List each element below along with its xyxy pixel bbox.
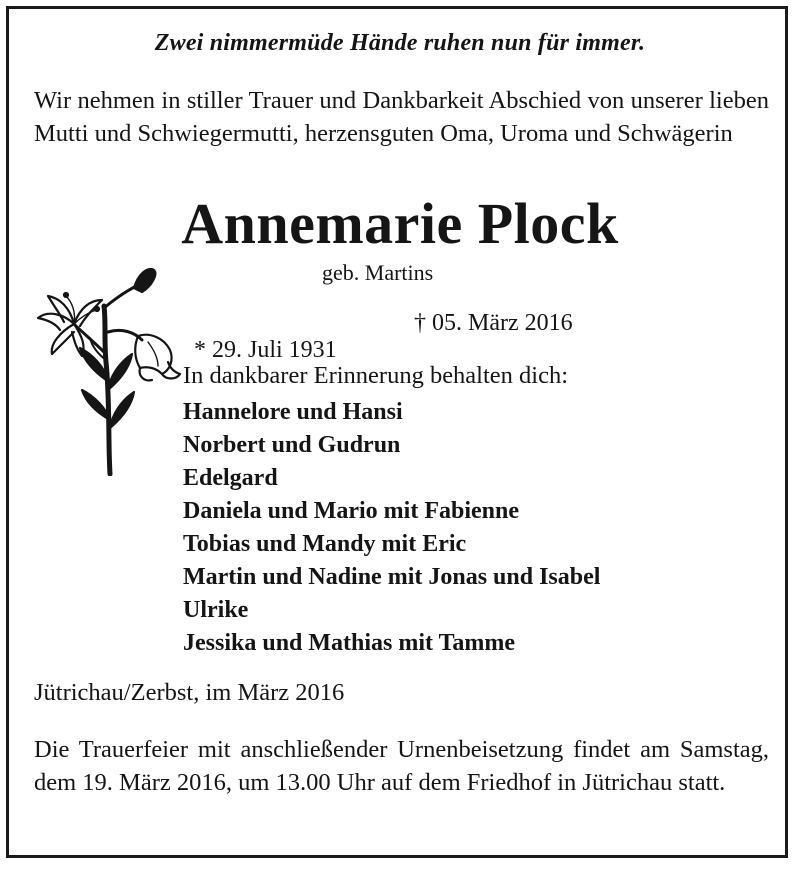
death-date: † 05. März 2016 [414, 310, 573, 336]
birth-name: geb. Martins [322, 260, 434, 285]
birth-date: * 29. Juli 1931 [194, 337, 337, 363]
deceased-name: Annemarie Plock [181, 191, 619, 256]
list-item: Hannelore und Hansi [183, 399, 403, 425]
place-date: Jütrichau/Zerbst, im März 2016 [34, 679, 345, 706]
remembrance-intro: In dankbarer Erinnerung behalten dich: [183, 362, 569, 389]
intro-text: Wir nehmen in stiller Trauer und Dankbarkeit Abschied von unserer lieben Mutti und Schwiegermutti, herzensguten Oma, Uroma und Schwägerin [34, 87, 769, 147]
list-item: Norbert und Gudrun [183, 432, 401, 458]
mourner-list [183, 396, 600, 660]
motto-heading: Zwei nimmermüde Hände ruhen nun für immer. [154, 30, 646, 56]
list-item: Martin und Nadine mit Jonas und Isabel [183, 564, 601, 590]
list-item: Tobias und Mandy mit Eric [183, 531, 467, 557]
list-item: Daniela und Mario mit Fabienne [183, 498, 520, 524]
lily-flower-icon [30, 262, 182, 476]
list-item: Edelgard [183, 465, 278, 491]
list-item: Jessika und Mathias mit Tamme [183, 630, 516, 656]
service-notice: Die Trauerfeier mit anschließender Urnenbeisetzung findet am Samstag, dem 19. März 2016, um 13.00 Uhr auf dem Friedhof in Jütrichau statt. [34, 736, 769, 796]
list-item: Ulrike [183, 597, 249, 623]
